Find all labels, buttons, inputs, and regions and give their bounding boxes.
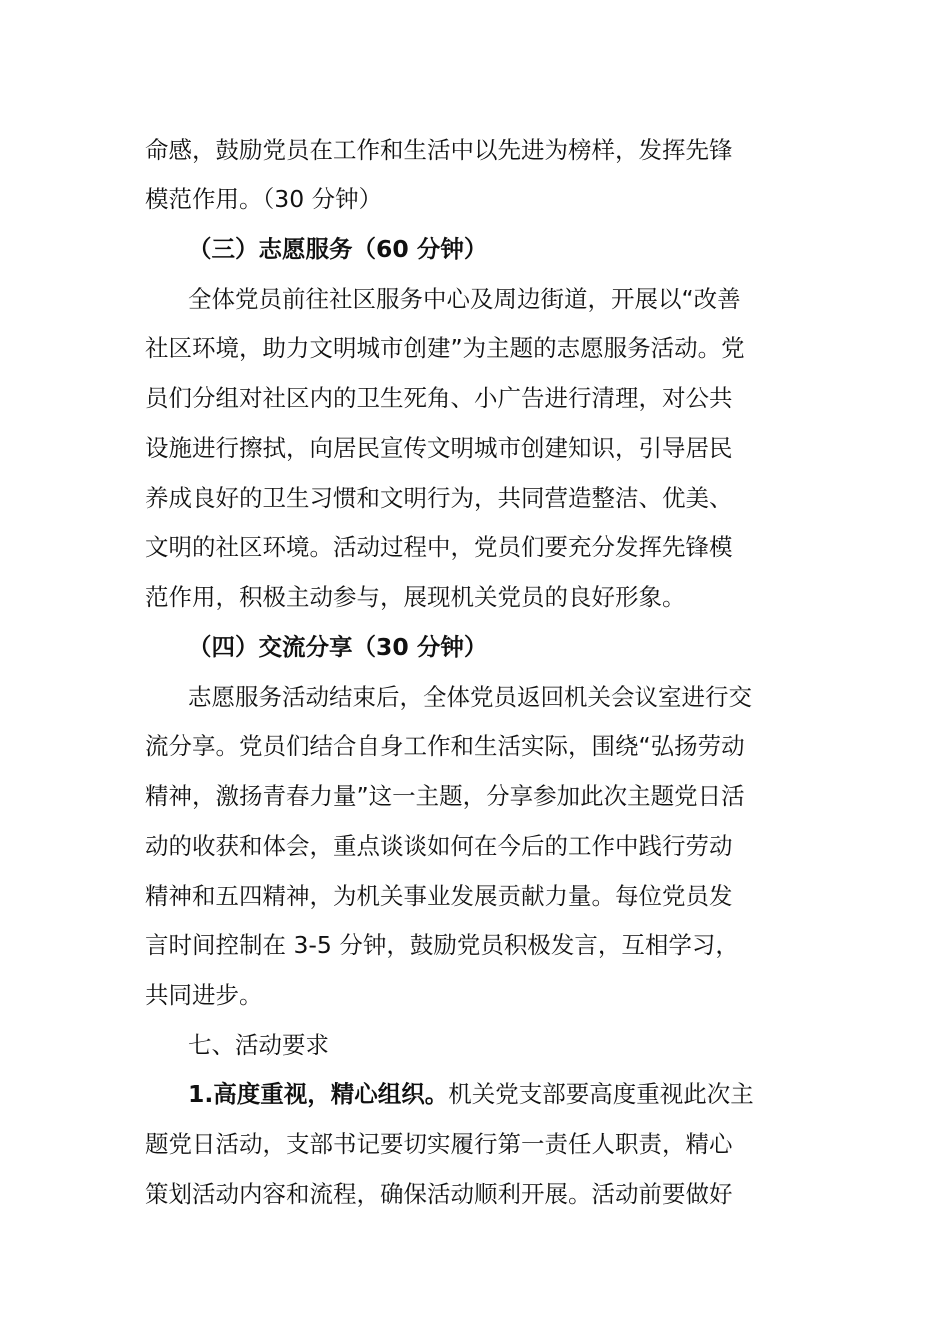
paragraph-line: 命感，鼓励党员在工作和生活中以先进为榜样，发挥先锋: [145, 136, 733, 164]
paragraph-line: 动的收获和体会，重点谈谈如何在今后的工作中践行劳动: [145, 832, 733, 860]
requirement-text: 机关党支部要高度重视此次主: [448, 1080, 754, 1108]
paragraph-line: 文明的社区环境。活动过程中，党员们要充分发挥先锋模: [145, 533, 733, 561]
paragraph-line: 共同进步。: [145, 981, 263, 1009]
paragraph-line: 精神，激扬青春力量”这一主题，分享参加此次主题党日活: [145, 782, 745, 810]
paragraph-line: 模范作用。（30 分钟）: [145, 185, 383, 213]
paragraph-line: 题党日活动，支部书记要切实履行第一责任人职责，精心: [145, 1130, 733, 1158]
requirement-title: 1.高度重视，精心组织。: [188, 1080, 449, 1108]
paragraph-line: 精神和五四精神，为机关事业发展贡献力量。每位党员发: [145, 882, 733, 910]
paragraph-line: 志愿服务活动结束后，全体党员返回机关会议室进行交: [188, 683, 752, 711]
paragraph-line: 社区环境，助力文明城市创建”为主题的志愿服务活动。党: [145, 334, 745, 362]
paragraph-line: 策划活动内容和流程，确保活动顺利开展。活动前要做好: [145, 1180, 733, 1208]
paragraph-line: 养成良好的卫生习惯和文明行为，共同营造整洁、优美、: [145, 484, 733, 512]
paragraph-line: 设施进行擦拭，向居民宣传文明城市创建知识，引导居民: [145, 434, 733, 462]
section-heading: （三）志愿服务（60 分钟）: [188, 235, 488, 263]
section-heading: （四）交流分享（30 分钟）: [188, 633, 488, 661]
paragraph-line: 全体党员前往社区服务中心及周边街道，开展以“改善: [188, 285, 741, 313]
paragraph-line: [188, 1080, 848, 1108]
paragraph-line: 言时间控制在 3-5 分钟，鼓励党员积极发言，互相学习，: [145, 931, 739, 959]
paragraph-line: 流分享。党员们结合自身工作和生活实际，围绕“弘扬劳动: [145, 732, 745, 760]
section-heading: 七、活动要求: [188, 1031, 329, 1059]
paragraph-line: 员们分组对社区内的卫生死角、小广告进行清理，对公共: [145, 384, 733, 412]
paragraph-line: 范作用，积极主动参与，展现机关党员的良好形象。: [145, 583, 686, 611]
